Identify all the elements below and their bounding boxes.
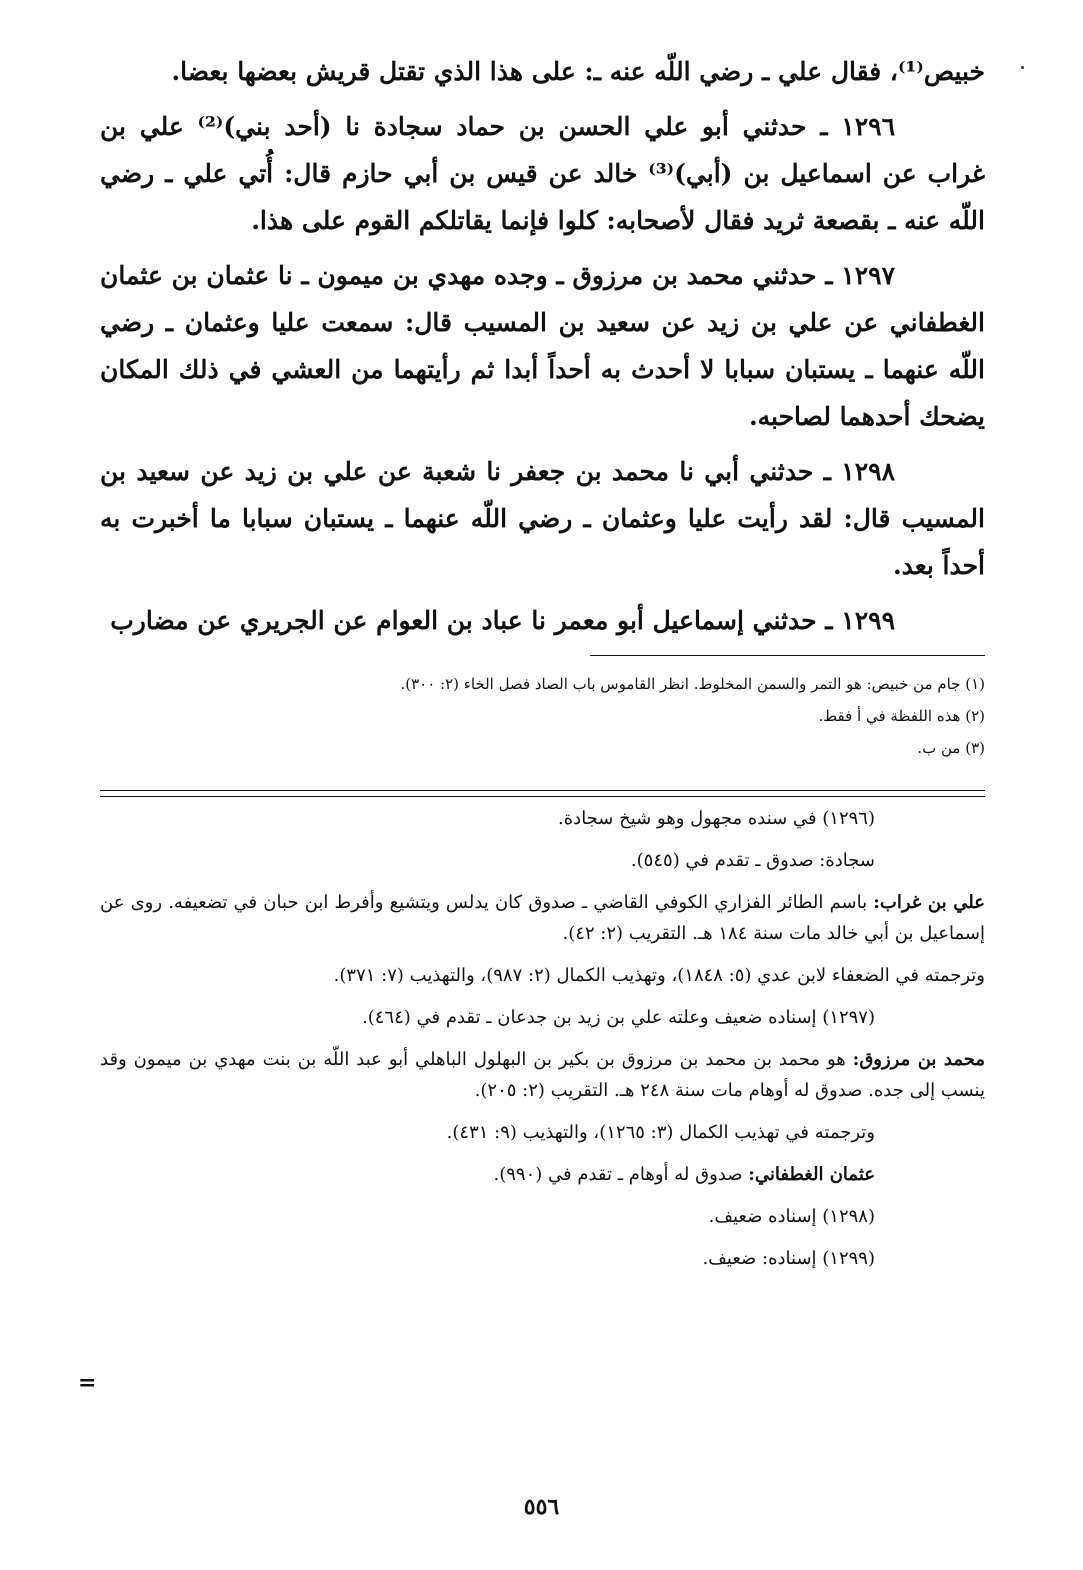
commentary-1297: (١٢٩٧) إسناده ضعيف وعلته علي بن زيد بن جدعان ـ تقدم في (٤٦٤). bbox=[361, 1007, 875, 1028]
commentary-1296: (١٢٩٦) في سنده مجهول وهو شيخ سجادة. bbox=[558, 808, 875, 829]
main-text bbox=[100, 48, 985, 644]
narrator-name: عثمان الغطفاني: bbox=[748, 1164, 875, 1185]
commentary-separator-top bbox=[100, 790, 985, 791]
narrator-bio: باسم الطائر الفزاري الكوفي القاضي ـ صدوق كان يدلس ويتشيع وأفرط ابن حبان في تضعيفه. روى عن إسماعيل بن أبي خالد مات سنة ١٨٤ هـ. التقريب (٢: ٤٢). bbox=[100, 892, 985, 944]
commentary-uthman-ghatafani bbox=[100, 1159, 985, 1190]
footnote-1: (١) جام من خبيص: هو التمر والسمن المخلوط. انظر القاموس باب الصاد فصل الخاء (٢: ٣٠٠). bbox=[400, 675, 985, 693]
hadith-1299: ١٢٩٩ ـ حدثني إسماعيل أبو معمر نا عباد بن العوام عن الجريري عن مضارب bbox=[110, 606, 895, 635]
narrator-name: علي بن غراب: bbox=[873, 892, 985, 913]
hadith-1298: ١٢٩٨ ـ حدثني أبي نا محمد بن جعفر نا شعبة عن علي بن زيد عن سعيد بن المسيب قال: لقد رأيت عليا وعثمان ـ رضي اللّه عنهما ـ يستبان سبابا ما أخبرت به أحداً بعد. bbox=[100, 457, 985, 580]
footnote-3: (٣) من ب. bbox=[917, 739, 985, 757]
commentary-ali-ghurab bbox=[100, 887, 985, 949]
commentary-separator-bottom bbox=[100, 796, 985, 797]
commentary bbox=[100, 803, 985, 1274]
continuation-mark: = bbox=[78, 1370, 97, 1396]
commentary-muhammad-marzuq bbox=[100, 1044, 985, 1106]
footnote-separator bbox=[590, 655, 985, 656]
commentary-1299: (١٢٩٩) إسناده: ضعيف. bbox=[702, 1248, 875, 1269]
hadith-1296: ١٢٩٦ ـ حدثني أبو علي الحسن بن حماد سجادة نا (أحد بني)⁽²⁾ علي بن غراب عن اسماعيل بن (أبي)⁽³⁾ خالد عن قيس بن أبي حازم قال: أُتي علي ـ رضي اللّه عنه ـ بقصعة ثريد فقال لأصحابه: كلوا فإنما يقاتلكم القوم على هذا. bbox=[100, 112, 985, 235]
commentary-tarjama-2: وترجمته في تهذيب الكمال (٣: ١٢٦٥)، والتهذيب (٩: ٤٣١). bbox=[446, 1122, 875, 1143]
narrator-bio: صدوق له أوهام ـ تقدم في (٩٩٠). bbox=[493, 1164, 749, 1185]
narrator-name: محمد بن مرزوق: bbox=[852, 1049, 985, 1070]
page-number: ٥٥٦ bbox=[523, 1494, 560, 1520]
ink-speck bbox=[1021, 66, 1024, 69]
narrator-bio: هو محمد بن محمد بن مرزوق بن بكير بن البهلول الباهلي أبو عبد اللّه بن بنت مهدي بن ميمون وقد ينسب إلى جده. صدوق له أوهام مات سنة ٢٤٨ هـ. التقريب (٢: ٢٠٥). bbox=[100, 1049, 985, 1101]
commentary-sajjada: سجادة: صدوق ـ تقدم في (٥٤٥). bbox=[630, 850, 875, 871]
commentary-1298: (١٢٩٨) إسناده ضعيف. bbox=[708, 1206, 875, 1227]
footnotes bbox=[240, 668, 985, 764]
hadith-1297: ١٢٩٧ ـ حدثني محمد بن مرزوق ـ وجده مهدي بن ميمون ـ نا عثمان بن عثمان الغطفاني عن علي بن زيد عن سعيد بن المسيب قال: سمعت عليا وعثمان ـ رضي اللّه عنهما ـ يستبان سبابا لا أحدث به أحداً أبدا ثم رأيتهما من العشي في ذلك المكان يضحك أحدهما لصاحبه. bbox=[100, 261, 985, 431]
footnote-2: (٢) هذه اللفظة في أ فقط. bbox=[818, 707, 985, 725]
main-text-line: خبيص⁽¹⁾، فقال علي ـ رضي اللّه عنه ـ: على هذا الذي تقتل قريش بعضها بعضا. bbox=[171, 57, 985, 86]
commentary-tarjama-1: وترجمته في الضعفاء لابن عدي (٥: ١٨٤٨)، وتهذيب الكمال (٢: ٩٨٧)، والتهذيب (٧: ٣٧١). bbox=[333, 965, 985, 986]
